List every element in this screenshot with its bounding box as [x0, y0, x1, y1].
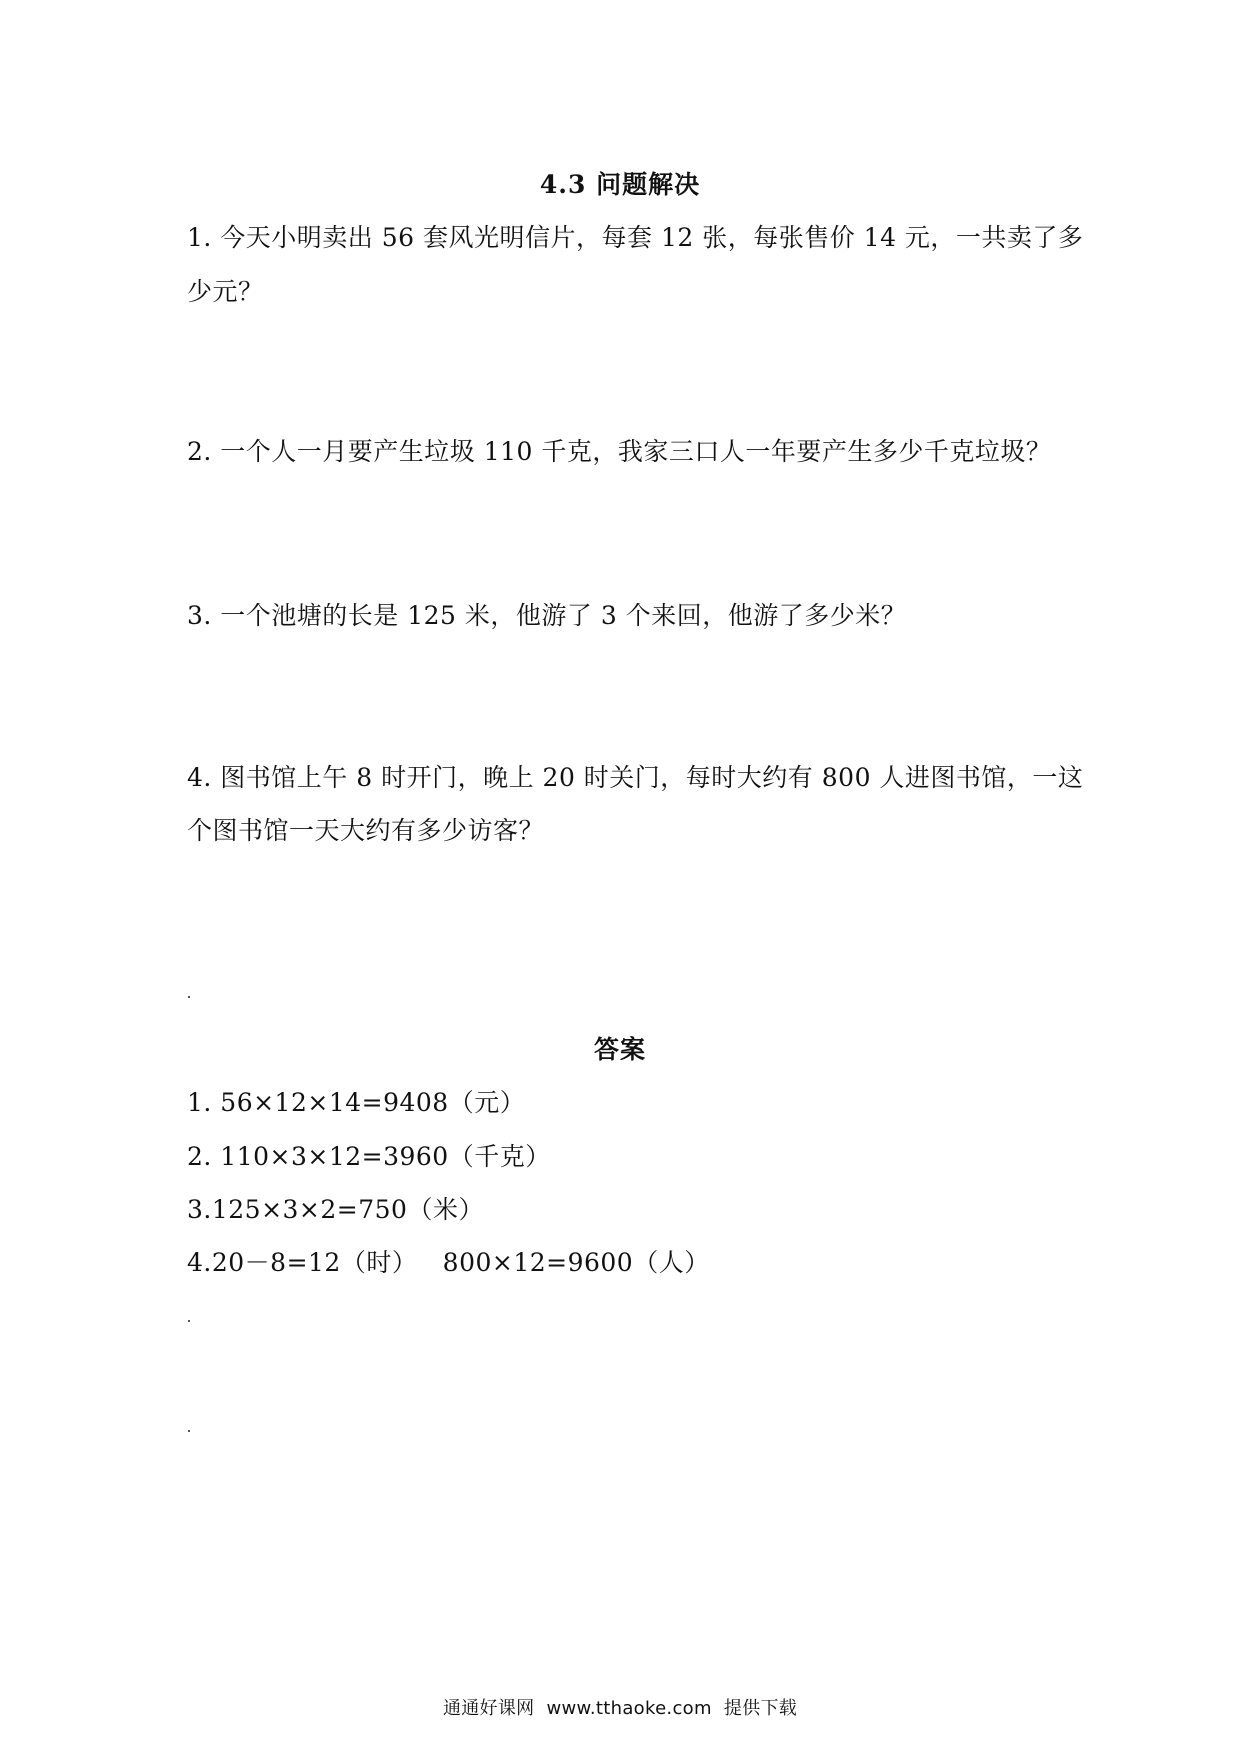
stray-mark	[188, 1320, 190, 1322]
stray-mark	[188, 1430, 190, 1432]
worksheet-title: 4.3 问题解决	[539, 170, 701, 199]
answer-3: 3.125×3×2=750（米）	[187, 1195, 484, 1224]
answers-title: 答案	[593, 1035, 646, 1064]
question-4-line-2: 个图书馆一天大约有多少访客？	[187, 816, 545, 845]
question-3-line-1: 3. 一个池塘的长是 125 米，他游了 3 个来回，他游了多少米？	[187, 601, 907, 630]
answer-2: 2. 110×3×12=3960（千克）	[187, 1142, 551, 1171]
question-2-line-1: 2. 一个人一月要产生垃圾 110 千克，我家三口人一年要产生多少千克垃圾？	[187, 437, 1052, 466]
question-1-line-1: 1. 今天小明卖出 56 套风光明信片，每套 12 张，每张售价 14 元，一共卖了多	[187, 223, 1084, 252]
answer-4: 4.20－8=12（时） 800×12=9600（人）	[187, 1248, 710, 1277]
question-4-line-1: 4. 图书馆上午 8 时开门，晚上 20 时关门，每时大约有 800 人进图书馆，一这	[187, 763, 1084, 792]
stray-mark	[188, 996, 190, 998]
footer-download-note: 通通好课网 www.tthaoke.com 提供下载	[442, 1698, 798, 1719]
answer-1: 1. 56×12×14=9408（元）	[187, 1088, 526, 1117]
question-1-line-2: 少元？	[187, 277, 264, 306]
